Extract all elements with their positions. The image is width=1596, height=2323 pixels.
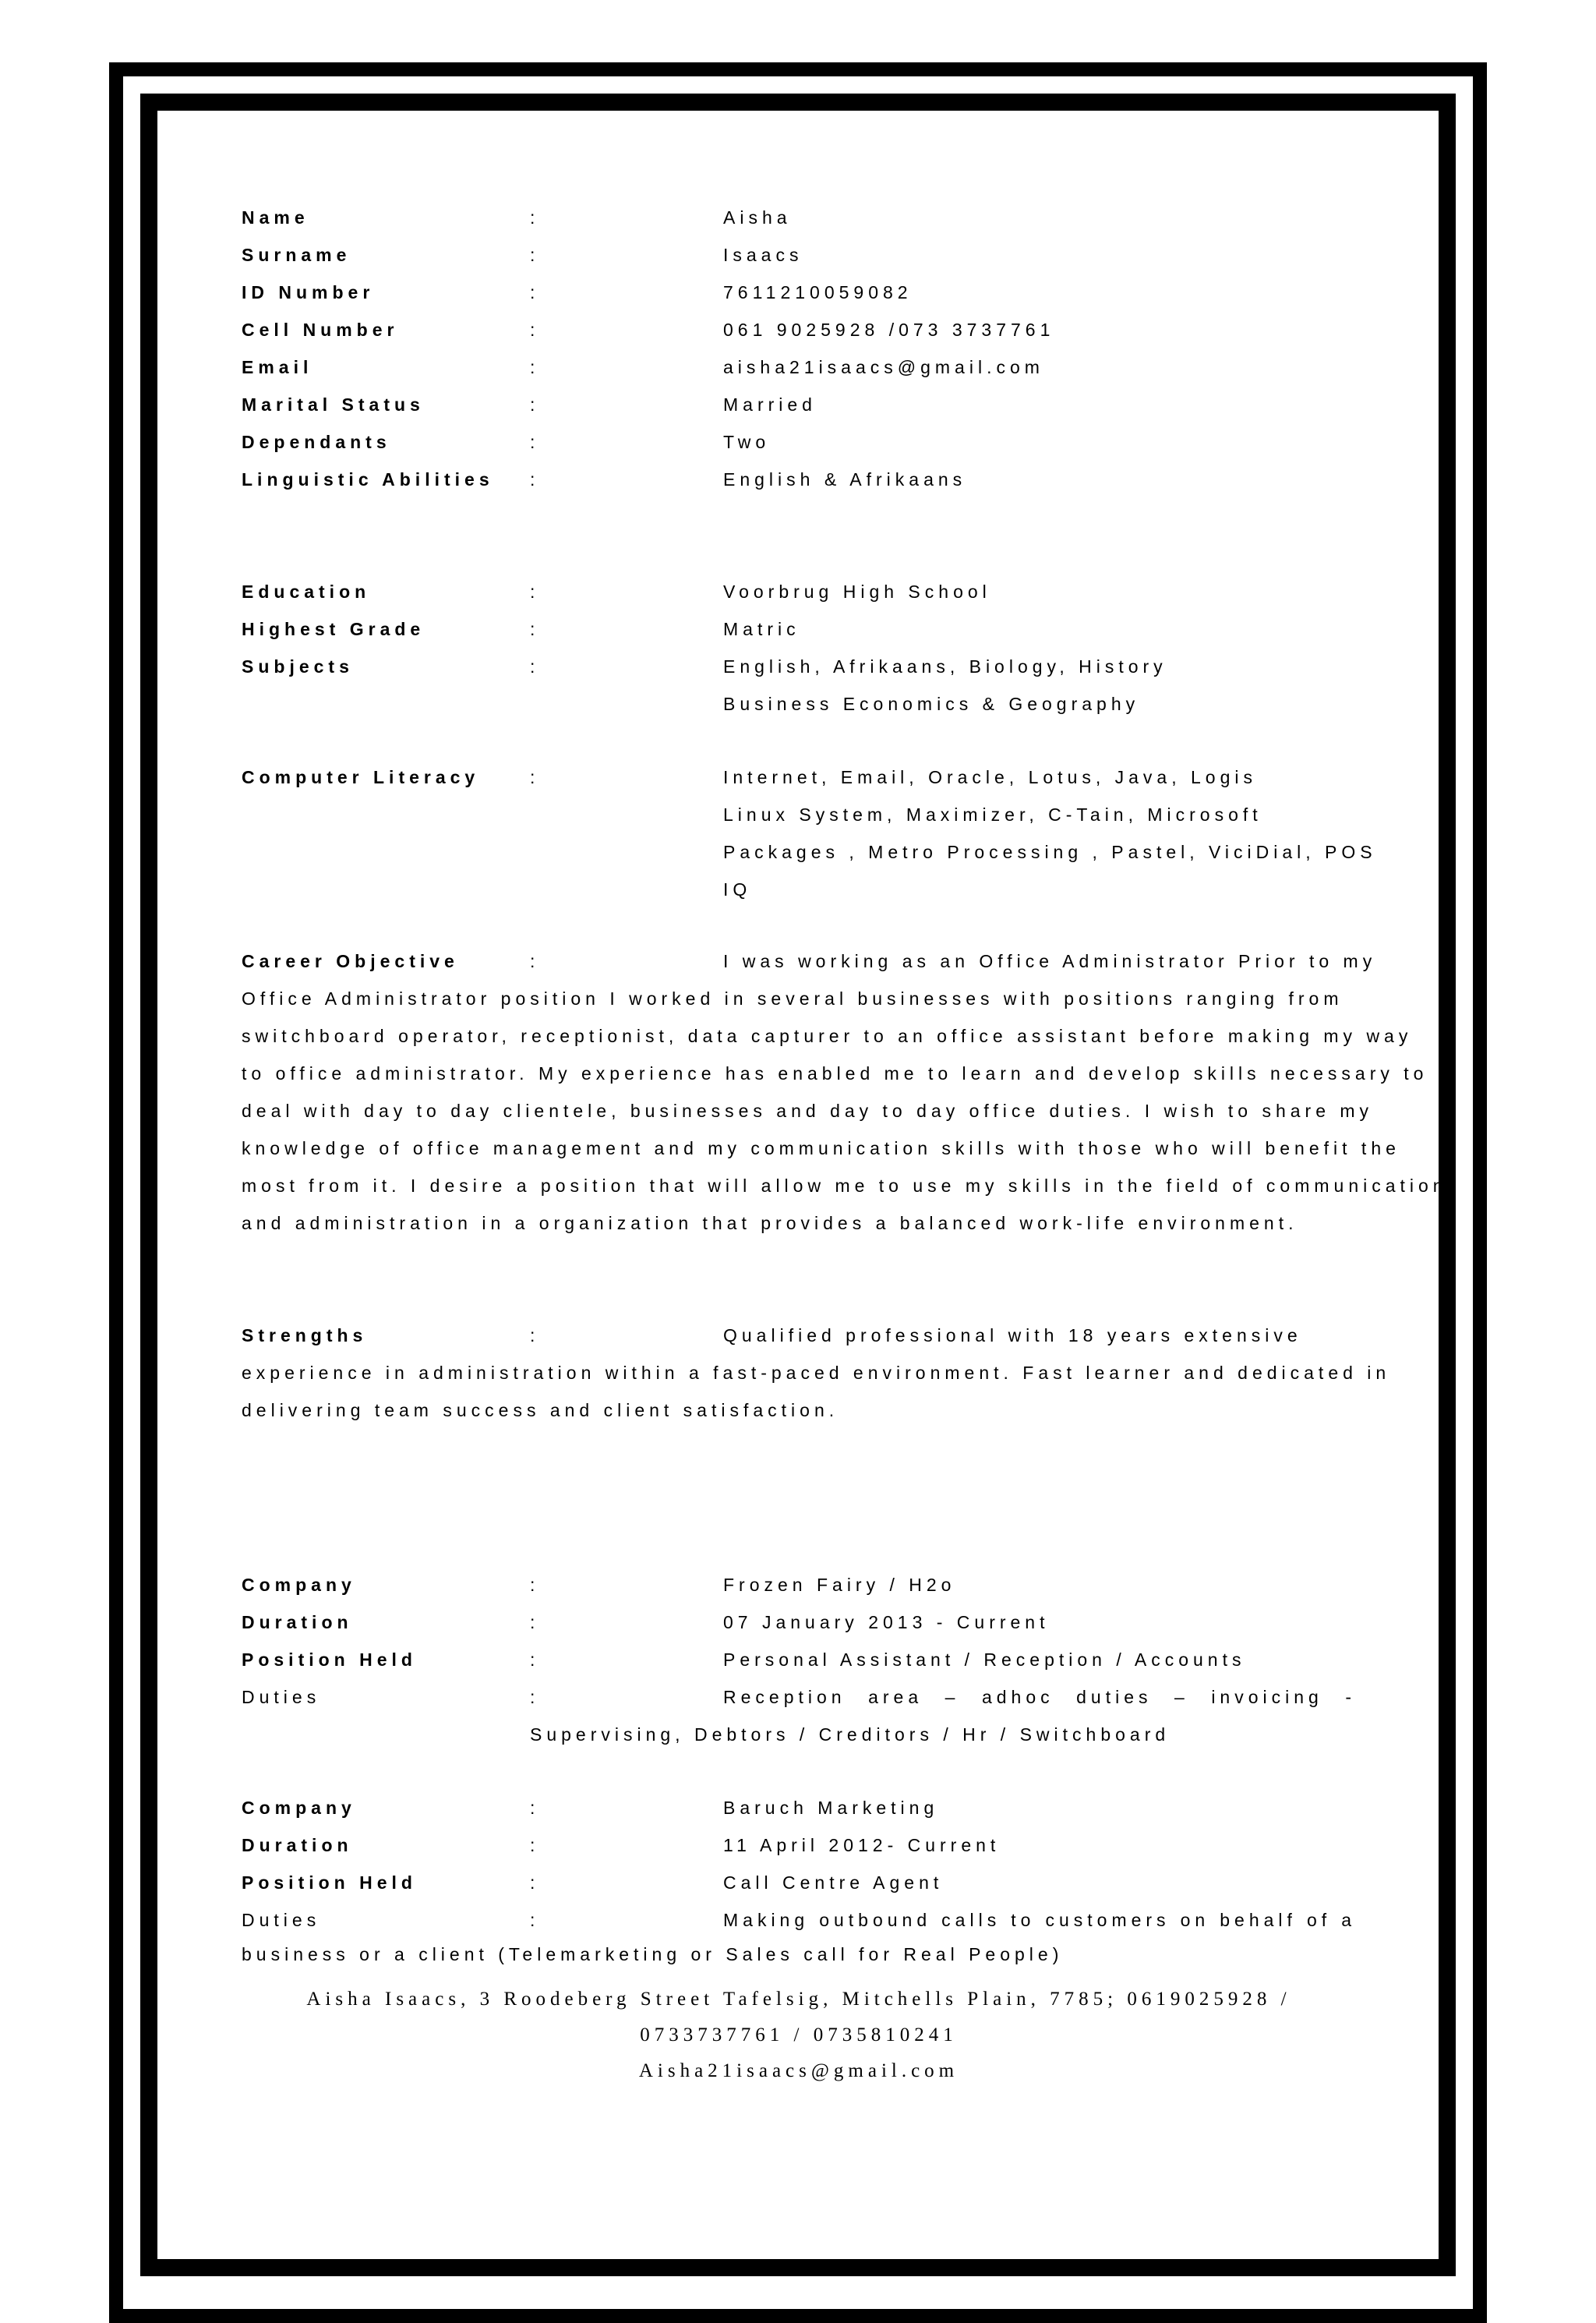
- cell-number-value: 061 9025928 /073 3737761: [723, 320, 1055, 340]
- spacer: [242, 723, 1356, 758]
- education-value: Voorbrug High School: [723, 582, 991, 602]
- strengths-line: experience in administration within a fast-paced environment. Fast learner and dedicated in: [242, 1363, 1391, 1383]
- colon: :: [530, 1575, 540, 1595]
- dependants-row: [242, 423, 1356, 461]
- company-value: Frozen Fairy / H2o: [723, 1575, 956, 1595]
- footer-address-line: Aisha Isaacs, 3 Roodeberg Street Tafelsig, Mitchells Plain, 7785; 0619025928 /: [306, 1989, 1291, 2010]
- subjects-label: Subjects: [242, 656, 354, 677]
- subjects-row: [242, 648, 1356, 685]
- duration-row: [242, 1826, 1356, 1864]
- computer-literacy-line3: Packages , Metro Processing , Pastel, ViciDial, POS: [723, 842, 1377, 862]
- colon: :: [530, 394, 540, 415]
- id-number-row: [242, 274, 1356, 311]
- id-number-label: ID Number: [242, 282, 375, 302]
- colon: :: [530, 951, 540, 971]
- position-row: [242, 1864, 1356, 1901]
- highest-grade-row: [242, 610, 1356, 648]
- colon: :: [530, 656, 540, 677]
- colon: :: [530, 1798, 540, 1818]
- colon: :: [530, 1872, 540, 1893]
- position-label: Position Held: [242, 1649, 417, 1670]
- duties-value-line2: Supervising, Debtors / Creditors / Hr / Switchboard: [530, 1724, 1171, 1745]
- duration-label: Duration: [242, 1612, 353, 1632]
- career-objective-line: and administration in a organization that provides a balanced work-life environment.: [242, 1213, 1298, 1233]
- colon: :: [530, 1835, 540, 1855]
- colon: :: [530, 1612, 540, 1632]
- duties-label: Duties: [242, 1687, 321, 1707]
- computer-literacy-section: [242, 758, 1377, 908]
- colon: :: [530, 1910, 540, 1930]
- subjects-value-line2: Business Economics & Geography: [723, 694, 1140, 714]
- education-section: [242, 573, 1356, 723]
- cell-number-label: Cell Number: [242, 320, 399, 340]
- position-value: Call Centre Agent: [723, 1872, 944, 1893]
- duties-value-line1: Making outbound calls to customers on behalf of a: [723, 1910, 1356, 1930]
- computer-literacy-row: [242, 758, 1356, 796]
- job-entry: [242, 1789, 1356, 1970]
- duties-label: Duties: [242, 1910, 321, 1930]
- colon: :: [530, 767, 540, 787]
- linguistic-label: Linguistic Abilities: [242, 469, 494, 490]
- surname-label: Surname: [242, 245, 351, 265]
- career-objective-text-start: I was working as an Office Administrator Prior to my: [723, 951, 1377, 971]
- spacer: [242, 1429, 1356, 1566]
- company-value: Baruch Marketing: [723, 1798, 939, 1818]
- colon: :: [530, 245, 540, 265]
- colon: :: [530, 582, 540, 602]
- highest-grade-label: Highest Grade: [242, 619, 425, 639]
- education-label: Education: [242, 582, 371, 602]
- computer-literacy-line4: IQ: [723, 879, 752, 900]
- strengths-first-line: [242, 1317, 1356, 1354]
- strengths-label: Strengths: [242, 1325, 368, 1345]
- spacer: [242, 908, 1356, 942]
- colon: :: [530, 282, 540, 302]
- company-label: Company: [242, 1798, 356, 1818]
- email-value: aisha21isaacs@gmail.com: [723, 357, 1044, 377]
- duration-value: 11 April 2012- Current: [723, 1835, 1001, 1855]
- colon: :: [530, 320, 540, 340]
- dependants-value: Two: [723, 432, 771, 452]
- computer-literacy-line1: Internet, Email, Oracle, Lotus, Java, Logis: [723, 767, 1257, 787]
- highest-grade-value: Matric: [723, 619, 800, 639]
- spacer: [242, 1753, 1356, 1789]
- marital-status-row: [242, 386, 1356, 423]
- colon: :: [530, 1687, 540, 1707]
- career-objective-first-line: [242, 942, 1377, 980]
- company-label: Company: [242, 1575, 356, 1595]
- career-objective-line: knowledge of office management and my communication skills with those who will benefit the: [242, 1138, 1400, 1158]
- subjects-value-line1: English, Afrikaans, Biology, History: [723, 656, 1167, 677]
- duration-row: [242, 1603, 1356, 1641]
- spacer: [242, 498, 1356, 573]
- cv-content: [242, 199, 1448, 1970]
- job-entry: [242, 1566, 1356, 1753]
- strengths-section: [242, 1317, 1391, 1429]
- career-objective-section: [242, 942, 1448, 1242]
- colon: :: [530, 207, 540, 228]
- dependants-label: Dependants: [242, 432, 391, 452]
- footer-contact: [242, 1982, 1356, 2089]
- name-row: [242, 199, 1356, 236]
- education-row: [242, 573, 1356, 610]
- linguistic-row: [242, 461, 1356, 498]
- duration-label: Duration: [242, 1835, 353, 1855]
- position-label: Position Held: [242, 1872, 417, 1893]
- duties-value-line2: business or a client (Telemarketing or Sales call for Real People): [242, 1944, 1064, 1964]
- career-objective-line: deal with day to day clientele, businesses and day to day office duties. I wish to share my: [242, 1101, 1374, 1121]
- position-value: Personal Assistant / Reception / Accounts: [723, 1649, 1246, 1670]
- footer-phone-line: 0733737761 / 0735810241: [640, 2024, 958, 2045]
- email-row: [242, 348, 1356, 386]
- company-row: [242, 1789, 1356, 1826]
- duties-row: [242, 1901, 1356, 1939]
- colon: :: [530, 432, 540, 452]
- marital-status-value: Married: [723, 394, 817, 415]
- colon: :: [530, 619, 540, 639]
- name-value: Aisha: [723, 207, 792, 228]
- linguistic-value: English & Afrikaans: [723, 469, 967, 490]
- colon: :: [530, 469, 540, 490]
- career-objective-line: Office Administrator position I worked in several businesses with positions ranging from: [242, 988, 1344, 1009]
- computer-literacy-line2: Linux System, Maximizer, C-Tain, Microsoft: [723, 804, 1262, 825]
- colon: :: [530, 1325, 540, 1345]
- name-label: Name: [242, 207, 309, 228]
- company-row: [242, 1566, 1356, 1603]
- career-objective-line: to office administrator. My experience has enabled me to learn and develop skills necessary to: [242, 1063, 1428, 1084]
- surname-row: [242, 236, 1356, 274]
- id-number-value: 7611210059082: [723, 282, 913, 302]
- marital-status-label: Marital Status: [242, 394, 425, 415]
- strengths-text-start: Qualified professional with 18 years extensive: [723, 1325, 1302, 1345]
- career-objective-line: most from it. I desire a position that will allow me to use my skills in the field of communication: [242, 1176, 1448, 1196]
- career-objective-line: switchboard operator, receptionist, data capturer to an office assistant before making my way: [242, 1026, 1413, 1046]
- surname-value: Isaacs: [723, 245, 803, 265]
- footer-email-line: Aisha21isaacs@gmail.com: [638, 2060, 959, 2081]
- position-row: [242, 1641, 1356, 1678]
- duration-value: 07 January 2013 - Current: [723, 1612, 1050, 1632]
- computer-literacy-label: Computer Literacy: [242, 767, 480, 787]
- email-label: Email: [242, 357, 313, 377]
- spacer: [242, 1242, 1356, 1317]
- colon: :: [530, 357, 540, 377]
- colon: :: [530, 1649, 540, 1670]
- strengths-line: delivering team success and client satisfaction.: [242, 1400, 839, 1420]
- duties-row: [242, 1678, 1356, 1716]
- career-objective-label: Career Objective: [242, 951, 459, 971]
- duties-value-line1: Reception area – adhoc duties – invoicing -: [723, 1687, 1356, 1707]
- personal-details-section: [242, 199, 1356, 498]
- cell-number-row: [242, 311, 1356, 348]
